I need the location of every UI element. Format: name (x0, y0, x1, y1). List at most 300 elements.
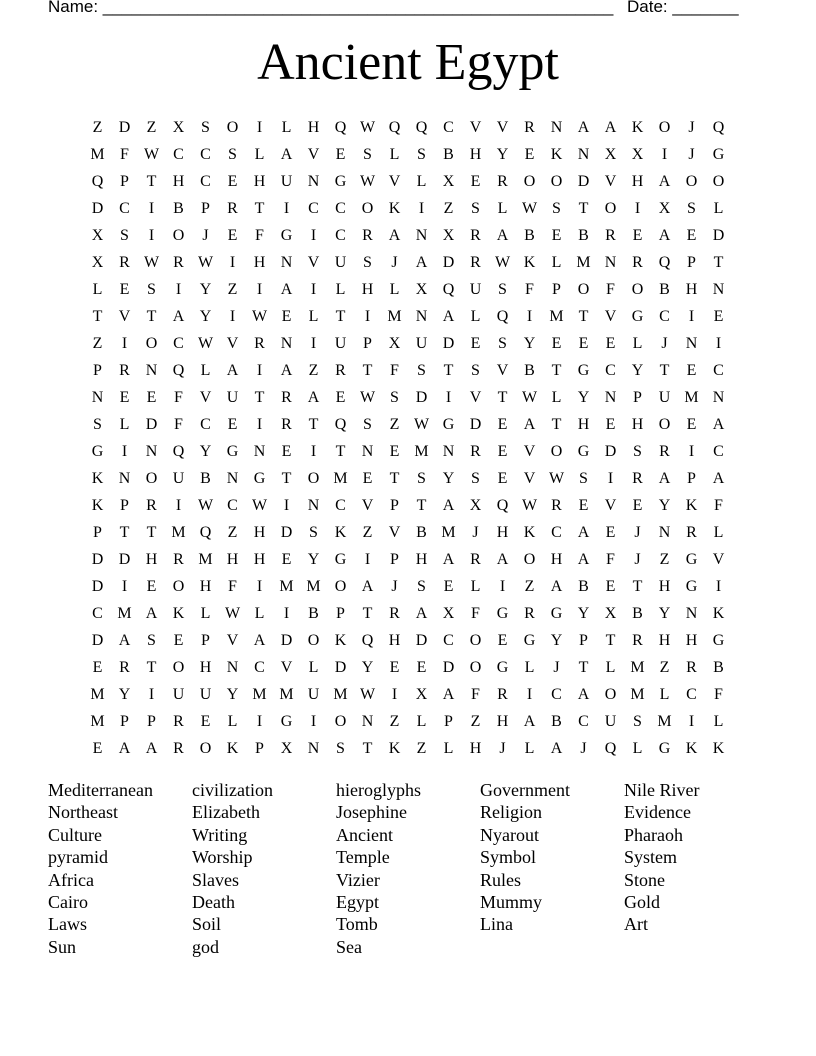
grid-letter[interactable]: S (336, 740, 345, 757)
grid-letter[interactable]: O (523, 173, 536, 190)
grid-letter[interactable]: R (605, 227, 616, 244)
grid-letter[interactable]: E (578, 497, 589, 514)
grid-letter[interactable]: R (632, 254, 643, 271)
grid-letter[interactable]: N (280, 335, 293, 352)
grid-letter[interactable]: O (334, 578, 347, 595)
grid-letter[interactable]: H (631, 173, 644, 190)
grid-letter[interactable]: Z (362, 524, 373, 541)
grid-letter[interactable]: R (119, 659, 130, 676)
grid-letter[interactable]: B (659, 281, 670, 298)
grid-letter[interactable]: S (201, 119, 210, 136)
grid-letter[interactable]: U (226, 389, 239, 406)
grid-letter[interactable]: S (363, 416, 372, 433)
grid-letter[interactable]: Q (91, 173, 104, 190)
grid-letter[interactable]: C (713, 362, 724, 379)
grid-letter[interactable]: C (119, 200, 130, 217)
grid-letter[interactable]: P (687, 470, 696, 487)
grid-letter[interactable]: X (172, 119, 185, 136)
grid-letter[interactable]: H (253, 254, 266, 271)
grid-letter[interactable]: A (577, 524, 590, 541)
grid-letter[interactable]: K (388, 200, 401, 217)
grid-letter[interactable]: T (362, 740, 373, 757)
grid-letter[interactable]: W (521, 497, 538, 514)
grid-letter[interactable]: N (91, 389, 104, 406)
grid-letter[interactable]: P (201, 632, 210, 649)
grid-letter[interactable]: A (550, 578, 563, 595)
grid-letter[interactable]: D (415, 389, 428, 406)
grid-letter[interactable]: A (415, 254, 428, 271)
grid-letter[interactable]: A (496, 551, 509, 568)
grid-letter[interactable]: J (580, 740, 587, 757)
grid-letter[interactable]: C (551, 686, 562, 703)
grid-letter[interactable]: C (200, 173, 211, 190)
grid-letter[interactable]: V (307, 254, 320, 271)
grid-letter[interactable]: N (712, 389, 725, 406)
grid-letter[interactable]: C (200, 416, 211, 433)
grid-letter[interactable]: J (688, 146, 695, 163)
grid-letter[interactable]: H (199, 659, 212, 676)
grid-letter[interactable]: B (632, 605, 643, 622)
grid-letter[interactable]: O (658, 119, 671, 136)
grid-letter[interactable]: R (470, 254, 481, 271)
grid-letter[interactable]: K (334, 632, 347, 649)
grid-letter[interactable]: R (524, 605, 535, 622)
grid-letter[interactable]: S (147, 632, 156, 649)
grid-letter[interactable]: P (120, 173, 129, 190)
grid-letter[interactable]: Y (307, 551, 320, 568)
grid-letter[interactable]: N (226, 470, 239, 487)
grid-letter[interactable]: A (550, 740, 563, 757)
grid-letter[interactable]: O (307, 632, 320, 649)
grid-letter[interactable]: O (199, 740, 212, 757)
grid-letter[interactable]: E (119, 389, 130, 406)
grid-letter[interactable]: M (630, 686, 645, 703)
grid-letter[interactable]: H (253, 551, 266, 568)
grid-letter[interactable]: I (256, 281, 263, 298)
grid-letter[interactable]: M (252, 686, 267, 703)
grid-letter[interactable]: V (523, 443, 536, 460)
grid-letter[interactable]: G (631, 308, 644, 325)
grid-letter[interactable]: W (143, 146, 160, 163)
grid-letter[interactable]: P (147, 713, 156, 730)
grid-letter[interactable]: G (550, 605, 563, 622)
grid-letter[interactable]: A (118, 740, 131, 757)
grid-letter[interactable]: I (283, 497, 290, 514)
grid-letter[interactable]: M (630, 659, 645, 676)
grid-letter[interactable]: Y (523, 335, 536, 352)
grid-letter[interactable]: Z (470, 713, 481, 730)
grid-letter[interactable]: B (713, 659, 724, 676)
grid-letter[interactable]: D (334, 659, 347, 676)
grid-letter[interactable]: C (335, 497, 346, 514)
grid-letter[interactable]: P (120, 713, 129, 730)
grid-letter[interactable]: I (148, 200, 155, 217)
grid-letter[interactable]: I (256, 416, 263, 433)
grid-letter[interactable]: D (442, 659, 455, 676)
grid-letter[interactable]: Q (712, 119, 725, 136)
grid-letter[interactable]: O (550, 443, 563, 460)
grid-letter[interactable]: H (145, 551, 158, 568)
grid-letter[interactable]: K (523, 524, 536, 541)
grid-letter[interactable]: C (335, 227, 346, 244)
grid-letter[interactable]: L (659, 686, 670, 703)
grid-letter[interactable]: E (335, 389, 346, 406)
grid-letter[interactable]: L (605, 659, 616, 676)
grid-letter[interactable]: E (686, 227, 697, 244)
grid-letter[interactable]: C (92, 605, 103, 622)
grid-letter[interactable]: U (172, 470, 185, 487)
grid-letter[interactable]: A (442, 686, 455, 703)
grid-letter[interactable]: A (496, 227, 509, 244)
grid-letter[interactable]: F (120, 146, 129, 163)
grid-letter[interactable]: E (389, 659, 400, 676)
grid-letter[interactable]: J (688, 119, 695, 136)
grid-letter[interactable]: I (364, 551, 371, 568)
grid-letter[interactable]: A (172, 308, 185, 325)
grid-letter[interactable]: Q (496, 497, 509, 514)
grid-letter[interactable]: O (658, 416, 671, 433)
grid-letter[interactable]: N (658, 524, 671, 541)
grid-letter[interactable]: K (550, 146, 563, 163)
grid-letter[interactable]: U (172, 686, 185, 703)
grid-letter[interactable]: G (712, 632, 725, 649)
grid-letter[interactable]: L (713, 713, 724, 730)
grid-letter[interactable]: X (604, 146, 617, 163)
grid-letter[interactable]: K (91, 470, 104, 487)
grid-letter[interactable]: N (145, 362, 158, 379)
grid-letter[interactable]: J (391, 578, 398, 595)
grid-letter[interactable]: M (333, 686, 348, 703)
grid-letter[interactable]: T (92, 308, 103, 325)
grid-letter[interactable]: M (171, 524, 186, 541)
grid-letter[interactable]: E (497, 416, 508, 433)
grid-letter[interactable]: D (604, 443, 617, 460)
grid-letter[interactable]: Z (443, 200, 454, 217)
grid-letter[interactable]: R (281, 389, 292, 406)
grid-letter[interactable]: G (442, 416, 455, 433)
grid-letter[interactable]: P (120, 497, 129, 514)
grid-letter[interactable]: T (578, 659, 589, 676)
grid-letter[interactable]: M (684, 389, 699, 406)
grid-letter[interactable]: E (443, 578, 454, 595)
grid-letter[interactable]: D (442, 335, 455, 352)
grid-letter[interactable]: P (93, 524, 102, 541)
grid-letter[interactable]: I (715, 335, 722, 352)
grid-letter[interactable]: I (526, 686, 533, 703)
grid-letter[interactable]: E (605, 524, 616, 541)
grid-letter[interactable]: F (525, 281, 534, 298)
grid-letter[interactable]: I (526, 308, 533, 325)
grid-letter[interactable]: R (281, 416, 292, 433)
grid-letter[interactable]: N (604, 389, 617, 406)
grid-letter[interactable]: T (254, 389, 265, 406)
grid-letter[interactable]: R (389, 605, 400, 622)
grid-letter[interactable]: P (363, 335, 372, 352)
grid-letter[interactable]: G (496, 659, 509, 676)
grid-letter[interactable]: I (310, 227, 317, 244)
grid-letter[interactable]: S (633, 443, 642, 460)
grid-letter[interactable]: Y (550, 632, 563, 649)
grid-letter[interactable]: V (523, 470, 536, 487)
grid-letter[interactable]: J (661, 335, 668, 352)
grid-letter[interactable]: P (201, 200, 210, 217)
grid-letter[interactable]: I (445, 389, 452, 406)
grid-letter[interactable]: L (254, 146, 265, 163)
grid-letter[interactable]: G (253, 470, 266, 487)
grid-letter[interactable]: H (469, 146, 482, 163)
grid-letter[interactable]: E (605, 578, 616, 595)
grid-letter[interactable]: I (310, 281, 317, 298)
grid-letter[interactable]: Z (659, 659, 670, 676)
grid-letter[interactable]: K (712, 740, 725, 757)
grid-letter[interactable]: S (417, 470, 426, 487)
grid-letter[interactable]: E (686, 416, 697, 433)
grid-letter[interactable]: X (442, 227, 455, 244)
grid-letter[interactable]: R (362, 227, 373, 244)
grid-letter[interactable]: E (632, 497, 643, 514)
grid-letter[interactable]: Y (199, 281, 212, 298)
grid-letter[interactable]: I (121, 443, 128, 460)
grid-letter[interactable]: K (685, 497, 698, 514)
grid-letter[interactable]: E (497, 443, 508, 460)
grid-letter[interactable]: C (227, 497, 238, 514)
grid-letter[interactable]: B (308, 605, 319, 622)
grid-letter[interactable]: K (523, 254, 536, 271)
grid-letter[interactable]: I (310, 443, 317, 460)
grid-letter[interactable]: W (494, 254, 511, 271)
grid-letter[interactable]: V (388, 173, 401, 190)
grid-letter[interactable]: L (254, 605, 265, 622)
grid-letter[interactable]: T (443, 362, 454, 379)
grid-letter[interactable]: L (308, 659, 319, 676)
grid-letter[interactable]: B (173, 200, 184, 217)
grid-letter[interactable]: I (121, 335, 128, 352)
grid-letter[interactable]: O (685, 173, 698, 190)
grid-letter[interactable]: E (497, 632, 508, 649)
grid-letter[interactable]: L (308, 308, 319, 325)
grid-letter[interactable]: V (280, 659, 293, 676)
grid-letter[interactable]: I (688, 443, 695, 460)
grid-letter[interactable]: E (578, 335, 589, 352)
grid-letter[interactable]: X (442, 605, 455, 622)
grid-letter[interactable]: T (578, 200, 589, 217)
grid-letter[interactable]: Y (199, 443, 212, 460)
grid-letter[interactable]: B (551, 713, 562, 730)
grid-letter[interactable]: I (364, 308, 371, 325)
grid-letter[interactable]: O (469, 632, 482, 649)
grid-letter[interactable]: H (361, 281, 374, 298)
grid-letter[interactable]: G (280, 227, 293, 244)
grid-letter[interactable]: B (578, 578, 589, 595)
grid-letter[interactable]: E (605, 335, 616, 352)
grid-letter[interactable]: K (91, 497, 104, 514)
grid-letter[interactable]: V (226, 335, 239, 352)
grid-letter[interactable]: W (413, 416, 430, 433)
grid-letter[interactable]: V (199, 389, 212, 406)
grid-letter[interactable]: I (256, 362, 263, 379)
grid-letter[interactable]: L (92, 281, 103, 298)
grid-letter[interactable]: I (688, 308, 695, 325)
grid-letter[interactable]: J (634, 524, 641, 541)
grid-letter[interactable]: M (576, 254, 591, 271)
grid-letter[interactable]: H (415, 551, 428, 568)
grid-letter[interactable]: L (524, 740, 535, 757)
grid-letter[interactable]: I (310, 335, 317, 352)
grid-letter[interactable]: M (549, 308, 564, 325)
grid-letter[interactable]: O (631, 281, 644, 298)
grid-letter[interactable]: G (577, 362, 590, 379)
grid-letter[interactable]: Q (388, 119, 401, 136)
grid-letter[interactable]: R (470, 551, 481, 568)
grid-letter[interactable]: E (146, 389, 157, 406)
grid-letter[interactable]: D (469, 416, 482, 433)
grid-letter[interactable]: E (227, 227, 238, 244)
grid-letter[interactable]: A (712, 470, 725, 487)
grid-letter[interactable]: C (578, 713, 589, 730)
grid-letter[interactable]: E (470, 335, 481, 352)
grid-letter[interactable]: C (686, 686, 697, 703)
grid-letter[interactable]: I (148, 227, 155, 244)
grid-letter[interactable]: E (146, 578, 157, 595)
grid-letter[interactable]: E (281, 551, 292, 568)
grid-letter[interactable]: F (714, 686, 723, 703)
grid-letter[interactable]: V (604, 308, 617, 325)
grid-letter[interactable]: L (443, 740, 454, 757)
grid-letter[interactable]: G (577, 443, 590, 460)
grid-letter[interactable]: U (199, 686, 212, 703)
grid-letter[interactable]: B (200, 470, 211, 487)
grid-letter[interactable]: U (469, 281, 482, 298)
grid-letter[interactable]: R (227, 200, 238, 217)
grid-letter[interactable]: Y (442, 470, 455, 487)
grid-letter[interactable]: V (388, 524, 401, 541)
grid-letter[interactable]: O (361, 200, 374, 217)
grid-letter[interactable]: A (604, 119, 617, 136)
grid-letter[interactable]: B (416, 524, 427, 541)
grid-letter[interactable]: P (552, 281, 561, 298)
grid-letter[interactable]: O (334, 713, 347, 730)
grid-letter[interactable]: E (92, 659, 103, 676)
grid-letter[interactable]: G (91, 443, 104, 460)
grid-letter[interactable]: L (416, 713, 427, 730)
grid-letter[interactable]: O (172, 659, 185, 676)
grid-letter[interactable]: N (118, 470, 131, 487)
grid-letter[interactable]: E (551, 335, 562, 352)
grid-letter[interactable]: N (307, 497, 320, 514)
grid-letter[interactable]: A (145, 605, 158, 622)
grid-letter[interactable]: C (173, 335, 184, 352)
grid-letter[interactable]: M (279, 686, 294, 703)
grid-letter[interactable]: C (443, 119, 454, 136)
grid-letter[interactable]: R (335, 362, 346, 379)
grid-letter[interactable]: Z (92, 335, 103, 352)
grid-letter[interactable]: T (659, 362, 670, 379)
grid-letter[interactable]: G (226, 443, 239, 460)
grid-letter[interactable]: L (389, 146, 400, 163)
grid-letter[interactable]: W (143, 254, 160, 271)
grid-letter[interactable]: C (551, 524, 562, 541)
grid-letter[interactable]: E (551, 227, 562, 244)
grid-letter[interactable]: U (307, 686, 320, 703)
grid-letter[interactable]: S (147, 281, 156, 298)
grid-letter[interactable]: H (253, 173, 266, 190)
grid-letter[interactable]: T (389, 470, 400, 487)
grid-letter[interactable]: T (146, 524, 157, 541)
grid-letter[interactable]: U (280, 173, 293, 190)
grid-letter[interactable]: G (685, 551, 698, 568)
grid-letter[interactable]: T (335, 443, 346, 460)
grid-letter[interactable]: X (658, 200, 671, 217)
grid-letter[interactable]: F (174, 389, 183, 406)
grid-letter[interactable]: I (256, 713, 263, 730)
grid-letter[interactable]: L (119, 416, 130, 433)
grid-letter[interactable]: L (200, 362, 211, 379)
grid-letter[interactable]: A (253, 632, 266, 649)
grid-letter[interactable]: Z (227, 281, 238, 298)
grid-letter[interactable]: H (631, 416, 644, 433)
grid-letter[interactable]: T (335, 308, 346, 325)
grid-letter[interactable]: A (658, 173, 671, 190)
grid-letter[interactable]: W (359, 389, 376, 406)
grid-letter[interactable]: M (306, 578, 321, 595)
grid-letter[interactable]: X (388, 335, 401, 352)
grid-letter[interactable]: A (388, 227, 401, 244)
grid-letter[interactable]: T (308, 416, 319, 433)
grid-letter[interactable]: Y (658, 605, 671, 622)
grid-letter[interactable]: R (173, 740, 184, 757)
grid-letter[interactable]: W (197, 497, 214, 514)
grid-letter[interactable]: A (523, 713, 536, 730)
grid-letter[interactable]: O (523, 551, 536, 568)
grid-letter[interactable]: M (333, 470, 348, 487)
grid-letter[interactable]: T (281, 470, 292, 487)
grid-letter[interactable]: T (632, 578, 643, 595)
grid-letter[interactable]: S (93, 416, 102, 433)
grid-letter[interactable]: M (117, 605, 132, 622)
grid-letter[interactable]: M (657, 713, 672, 730)
grid-letter[interactable]: S (309, 524, 318, 541)
grid-letter[interactable]: A (577, 119, 590, 136)
grid-letter[interactable]: E (524, 146, 535, 163)
grid-letter[interactable]: N (307, 173, 320, 190)
grid-letter[interactable]: I (283, 200, 290, 217)
grid-letter[interactable]: Z (389, 416, 400, 433)
grid-letter[interactable]: J (472, 524, 479, 541)
grid-letter[interactable]: Y (658, 497, 671, 514)
grid-letter[interactable]: B (443, 146, 454, 163)
grid-letter[interactable]: K (334, 524, 347, 541)
grid-letter[interactable]: E (119, 281, 130, 298)
grid-letter[interactable]: S (498, 335, 507, 352)
grid-letter[interactable]: I (229, 308, 236, 325)
grid-letter[interactable]: P (579, 632, 588, 649)
grid-letter[interactable]: T (146, 308, 157, 325)
grid-letter[interactable]: G (280, 713, 293, 730)
grid-letter[interactable]: N (712, 281, 725, 298)
grid-letter[interactable]: D (280, 632, 293, 649)
grid-letter[interactable]: F (228, 578, 237, 595)
grid-letter[interactable]: V (469, 389, 482, 406)
grid-letter[interactable]: H (226, 551, 239, 568)
grid-letter[interactable]: L (713, 524, 724, 541)
grid-letter[interactable]: I (121, 578, 128, 595)
grid-letter[interactable]: E (227, 173, 238, 190)
grid-letter[interactable]: T (497, 389, 508, 406)
grid-letter[interactable]: A (415, 605, 428, 622)
grid-letter[interactable]: D (91, 551, 104, 568)
grid-letter[interactable]: K (712, 605, 725, 622)
grid-letter[interactable]: S (552, 200, 561, 217)
